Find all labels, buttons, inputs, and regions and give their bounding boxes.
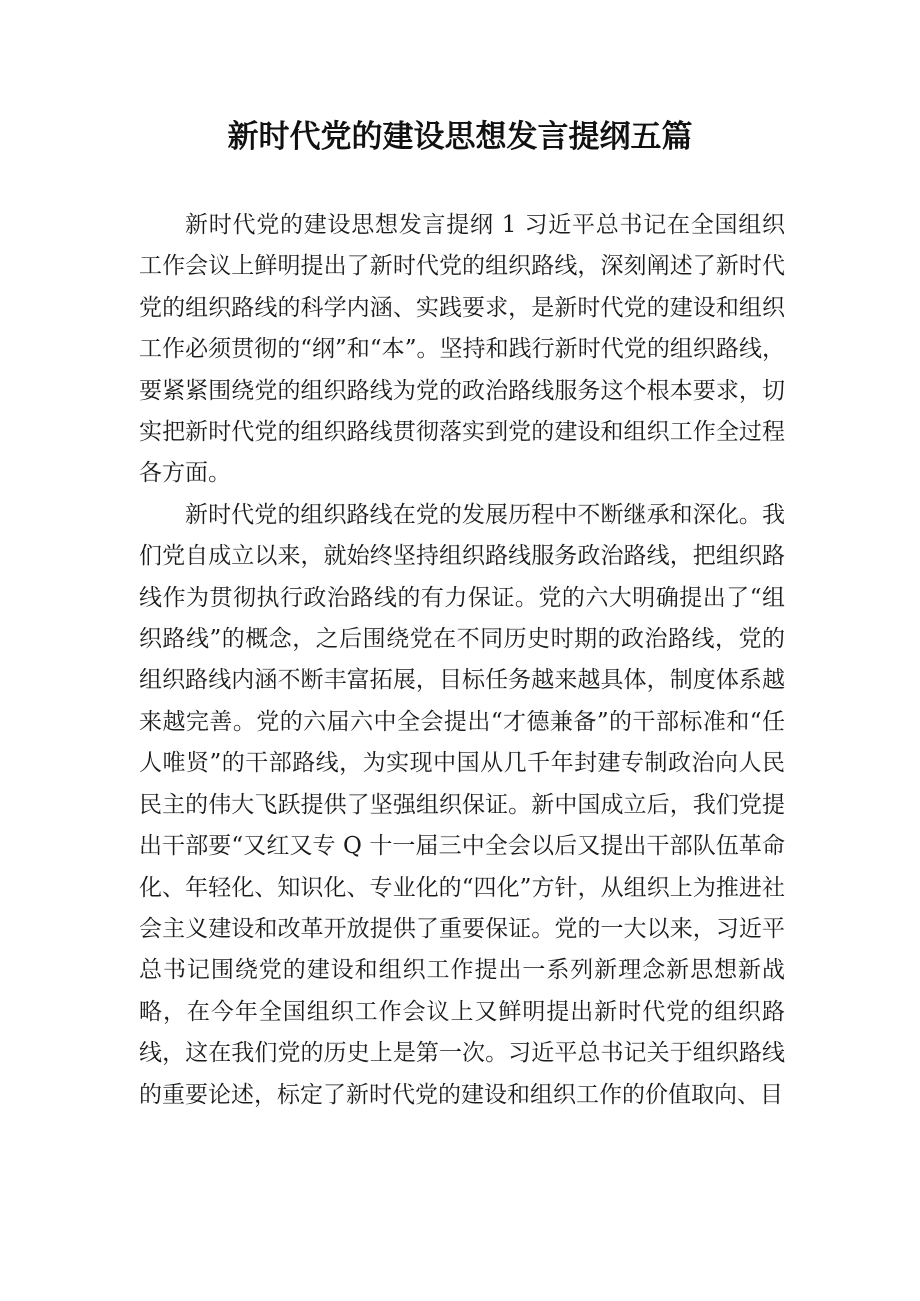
- paragraph: 新时代党的组织路线在党的发展历程中不断继承和深化。我们党自成立以来，就始终坚持组织路线服务政治路线，把组织路线作为贯彻执行政治路线的有力保证。党的六大明确提出了“组织路线”的概念，之后围绕党在不同历史时期的政治路线，党的组织路线内涵不断丰富拓展，目标任务越来越具体，制度体系越来越完善。党的六届六中全会提出“才德兼备”的干部标准和“任人唯贤”的干部路线，为实现中国从几千年封建专制政治向人民民主的伟大飞跃提供了坚强组织保证。新中国成立后，我们党提出干部要“又红又专 Q 十一届三中全会以后又提出干部队伍革命化、年轻化、知识化、专业化的“四化”方针，从组织上为推进社会主义建设和改革开放提供了重要保证。党的一大以来，习近平总书记围绕党的建设和组织工作提出一系列新理念新思想新战略，在今年全国组织工作会议上又鲜明提出新时代党的组织路线，这在我们党的历史上是第一次。习近平总书记关于组织路线的重要论述，标定了新时代党的建设和组织工作的价值取向、目: [139, 501, 785, 1108]
- document-title: 新时代党的建设思想发言提纲五篇: [227, 119, 693, 155]
- paragraph: 新时代党的建设思想发言提纲 1 习近平总书记在全国组织工作会议上鲜明提出了新时代党的组织路线，深刻阐述了新时代党的组织路线的科学内涵、实践要求，是新时代党的建设和组织工作必须贯彻的“纲”和“本”。坚持和践行新时代党的组织路线，要紧紧围绕党的组织路线为党的政治路线服务这个根本要求，切实把新时代党的组织路线贯彻落实到党的建设和组织工作全过程各方面。: [139, 212, 785, 487]
- document-body: [139, 205, 785, 1116]
